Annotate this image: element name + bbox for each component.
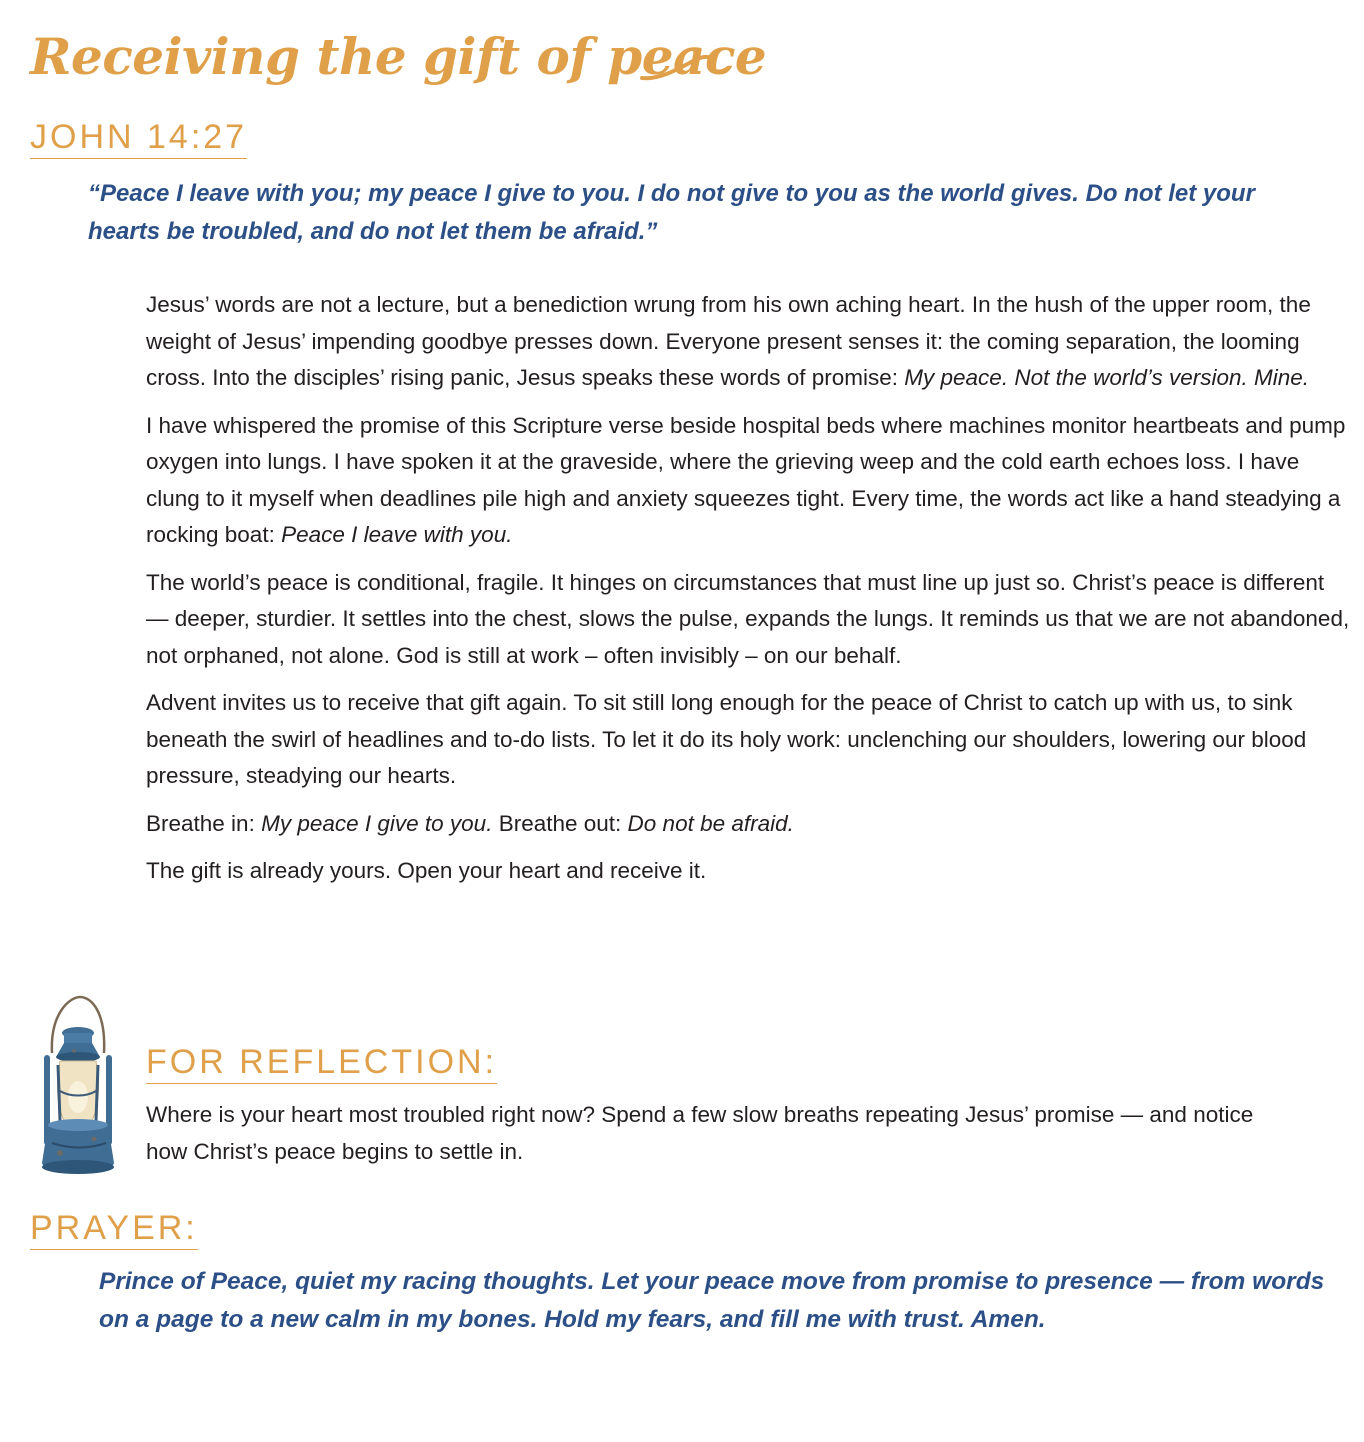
oil-lantern-icon [30, 993, 126, 1183]
reflection-text: Where is your heart most troubled right now? Spend a few slow breaths repeating Jesus’ promise — and notice how Christ’s peace begins to settle in. [146, 1102, 1254, 1164]
body-paragraph: I have whispered the promise of this Scripture verse beside hospital beds where machines monitor heartbeats and pump oxygen into lungs. I have spoken it at the graveside, where the grieving weep and the cold earth echoes loss. I have clung to it myself when deadlines pile high and anxiety squeezes tight. Every time, the words act like a hand steadying a rocking boat: Peace I leave with you. [146, 412, 1346, 547]
body-paragraph: Advent invites us to receive that gift again. To sit still long enough for the peace of Christ to catch up with us, to sink beneath the swirl of headlines and to-do lists. To let it do its holy work: unclenching our shoulders, lowering our blood pressure, steadying our hearts. [146, 690, 1307, 788]
prayer-text: Prince of Peace, quiet my racing thoughts. Let your peace move from promise to presence — from words on a page to a new calm in my bones. Hold my fears, and fill me with trust. Amen. [99, 1268, 1325, 1333]
devotional-body [146, 287, 1351, 901]
body-paragraph: Jesus’ words are not a lecture, but a benediction wrung from his own aching heart. In the hush of the upper room, the weight of Jesus’ impending goodbye presses down. Everyone present senses it: the coming separation, the looming cross. Into the disciples’ rising panic, Jesus speaks these words of promise: My peace. Not the world’s version. Mine. [146, 292, 1311, 390]
page-title: Receiving the gift of peace [30, 27, 767, 86]
body-paragraph: Breathe in: My peace I give to you. Breathe out: Do not be afraid. [146, 810, 794, 836]
body-paragraph: The gift is already yours. Open your heart and receive it. [146, 858, 707, 883]
title-swash-decoration [640, 48, 730, 88]
reflection-heading: FOR REFLECTION: [146, 1043, 497, 1084]
body-paragraph: The world’s peace is conditional, fragile. It hinges on circumstances that must line up just so. Christ’s peace is different — deeper, sturdier. It settles into the chest, slows the pulse, expands the lungs. It reminds us that we are not abandoned, not orphaned, not alone. God is still at work – often invisibly – on our behalf. [146, 569, 1350, 668]
scripture-reference: JOHN 14:27 [30, 118, 247, 159]
scripture-verse: “Peace I leave with you; my peace I give to you. I do not give to you as the world gives. Do not let your hearts be troubled, and do not let them be afraid.” [88, 180, 1255, 245]
prayer-heading: PRAYER: [30, 1209, 198, 1250]
